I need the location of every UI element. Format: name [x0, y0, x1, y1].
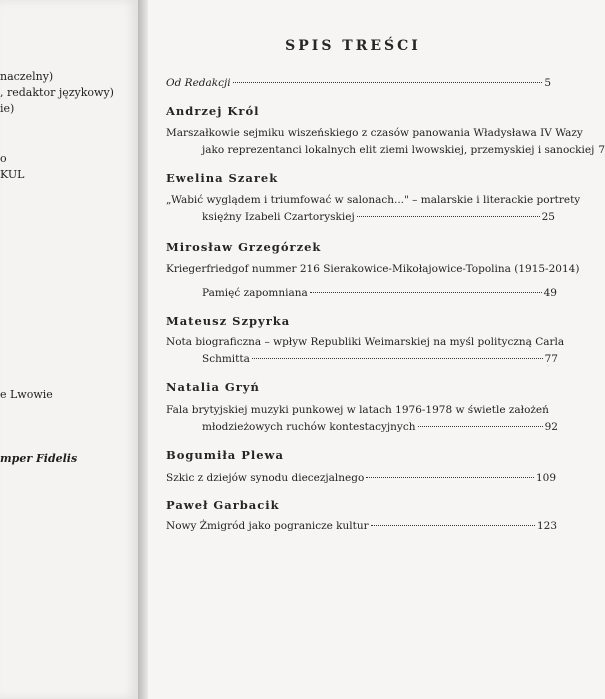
dot-leader: [418, 426, 543, 427]
page-number: 25: [541, 211, 555, 223]
author-name: Bogumiła Plewa: [166, 448, 284, 462]
author-name: Mirosław Grzegórzek: [166, 240, 322, 254]
left-fragment-4: o: [0, 152, 7, 165]
page-number: 77: [544, 353, 558, 365]
entry-title: jako reprezentanci lokalnych elit ziemi lwowskiej, przemyskiej i sanockiej: [202, 144, 595, 156]
toc-entry[interactable]: [202, 287, 557, 299]
toc-title: SPIS TREŚCI: [285, 38, 421, 54]
entry-title: Nowy Żmigród jako pogranicze kultur: [166, 520, 369, 532]
left-facing-page: [0, 0, 139, 699]
left-fragment-1: naczelny): [0, 70, 54, 83]
toc-page: [148, 0, 605, 699]
toc-entry[interactable]: [166, 520, 557, 532]
entry-title: Schmitta: [202, 353, 250, 365]
entry-title-line: „Wabić wyglądem i triumfować w salonach..." – malarskie i literackie portrety: [166, 194, 581, 206]
dot-leader: [366, 477, 534, 478]
left-fragment-2: , redaktor językowy): [0, 86, 114, 99]
author-name: Andrzej Król: [166, 104, 260, 118]
toc-entry[interactable]: [202, 211, 555, 223]
author-name: Paweł Garbacik: [166, 498, 280, 512]
toc-entry[interactable]: [202, 421, 558, 433]
left-fragment-5: KUL: [0, 168, 25, 181]
page-number: 49: [543, 287, 557, 299]
left-fragment-3: ie): [0, 102, 15, 115]
dot-leader: [310, 292, 542, 293]
page-number: 123: [536, 520, 557, 532]
book-gutter: [138, 0, 148, 699]
entry-title-line: Fala brytyjskiej muzyki punkowej w latach 1976-1978 w świetle założeń: [166, 404, 549, 416]
entry-title-line: Nota biograficzna – wpływ Republiki Weimarskiej na myśl polityczną Carla: [166, 336, 565, 348]
dot-leader: [233, 82, 543, 83]
dot-leader: [252, 358, 543, 359]
entry-title: Szkic z dziejów synodu diecezjalnego: [166, 472, 365, 484]
toc-entry-editorial[interactable]: [166, 77, 551, 89]
left-fragment-7: mper Fidelis: [0, 452, 78, 465]
entry-title-line: Kriegerfriedgof nummer 216 Sierakowice-Mikołajowice-Topolina (1915-2014): [166, 263, 580, 275]
page-number: 109: [535, 472, 556, 484]
entry-title: Pamięć zapomniana: [202, 287, 308, 299]
author-name: Ewelina Szarek: [166, 171, 279, 185]
dot-leader: [371, 525, 535, 526]
toc-entry[interactable]: [202, 353, 558, 365]
entry-title: Od Redakcji: [166, 77, 231, 89]
page-number: 92: [544, 421, 558, 433]
dot-leader: [357, 216, 540, 217]
entry-title: młodzieżowych ruchów kontestacyjnych: [202, 421, 416, 433]
entry-title: księżny Izabeli Czartoryskiej: [202, 211, 355, 223]
author-name: Natalia Gryń: [166, 380, 260, 394]
page-number: 5: [544, 77, 551, 89]
author-name: Mateusz Szpyrka: [166, 314, 291, 328]
page-number: 7: [598, 144, 605, 156]
entry-title-line: Marszałkowie sejmiku wiszeńskiego z czasów panowania Władysława IV Wazy: [166, 127, 583, 139]
toc-entry[interactable]: [202, 144, 605, 156]
toc-entry[interactable]: [166, 472, 556, 484]
left-fragment-6: e Lwowie: [0, 388, 53, 401]
